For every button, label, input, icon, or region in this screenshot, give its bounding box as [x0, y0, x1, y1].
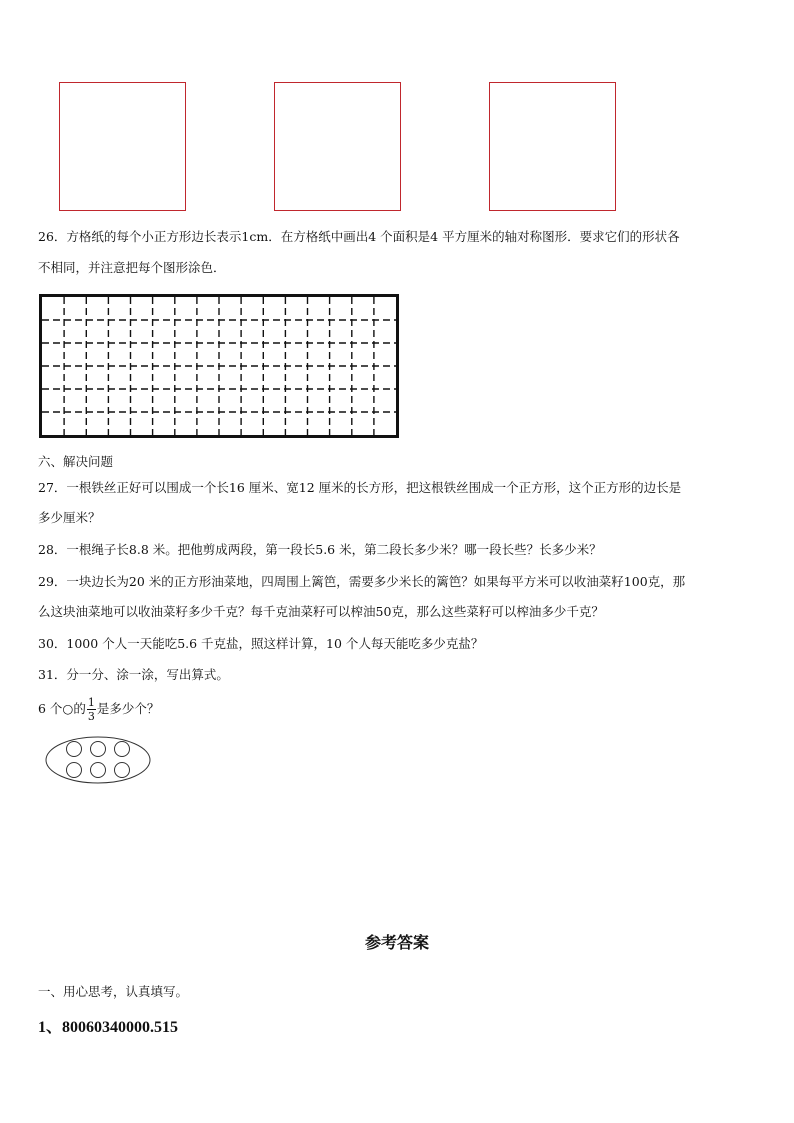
drawing-box-1	[59, 82, 186, 211]
drawing-box-3	[489, 82, 616, 211]
q31-prefix: 6 个○的	[38, 701, 86, 716]
small-circle	[67, 742, 82, 757]
fraction-one-third	[87, 697, 96, 722]
answer-section-1: 一、用心思考，认真填写。	[38, 984, 189, 999]
fraction-denominator: 3	[87, 710, 95, 723]
section-6-heading: 六、解决问题	[38, 454, 114, 469]
question-26-line1: 26．方格纸的每个小正方形边长表示1cm．在方格纸中画出4 个面积是4 平方厘米的轴对称图形．要求它们的形状各	[38, 229, 680, 244]
q31-suffix: 是多少个？	[96, 701, 160, 716]
small-circle	[115, 763, 130, 778]
question-27-line2: 多少厘米？	[38, 510, 101, 525]
small-circle	[67, 763, 82, 778]
small-circle	[91, 742, 106, 757]
question-26-line2: 不相同，并注意把每个图形涂色．	[38, 260, 226, 275]
answer-key-title: 参考答案	[364, 933, 429, 952]
grid-paper	[39, 294, 399, 438]
question-31-line2	[38, 692, 159, 726]
answer-1: 1、80060340000.515	[38, 1019, 179, 1036]
question-30: 30．1000 个人一天能吃5.6 千克盐，照这样计算，10 个人每天能吃多少克盐？	[38, 636, 484, 651]
question-29-line1: 29．一块边长为20 米的正方形油菜地，四周围上篱笆，需要多少米长的篱笆？如果每平方米可以收油菜籽100克，那	[38, 574, 686, 589]
small-circle	[91, 763, 106, 778]
question-27-line1: 27．一根铁丝正好可以围成一个长16 厘米、宽12 厘米的长方形，把这根铁丝围成一个正方形，这个正方形的边长是	[38, 480, 682, 495]
drawing-box-2	[274, 82, 401, 211]
fraction-numerator: 1	[87, 696, 95, 709]
question-31-line1: 31．分一分、涂一涂，写出算式。	[38, 667, 229, 682]
circles-oval	[44, 734, 154, 786]
small-circle	[115, 742, 130, 757]
question-29-line2: 么这块油菜地可以收油菜籽多少千克？每千克油菜籽可以榨油50克，那么这些菜籽可以榨油多少千克？	[38, 604, 604, 619]
question-28: 28．一根绳子长8.8 米。把他剪成两段，第一段长5.6 米，第二段长多少米？哪一段长些？长多少米？	[38, 542, 602, 557]
